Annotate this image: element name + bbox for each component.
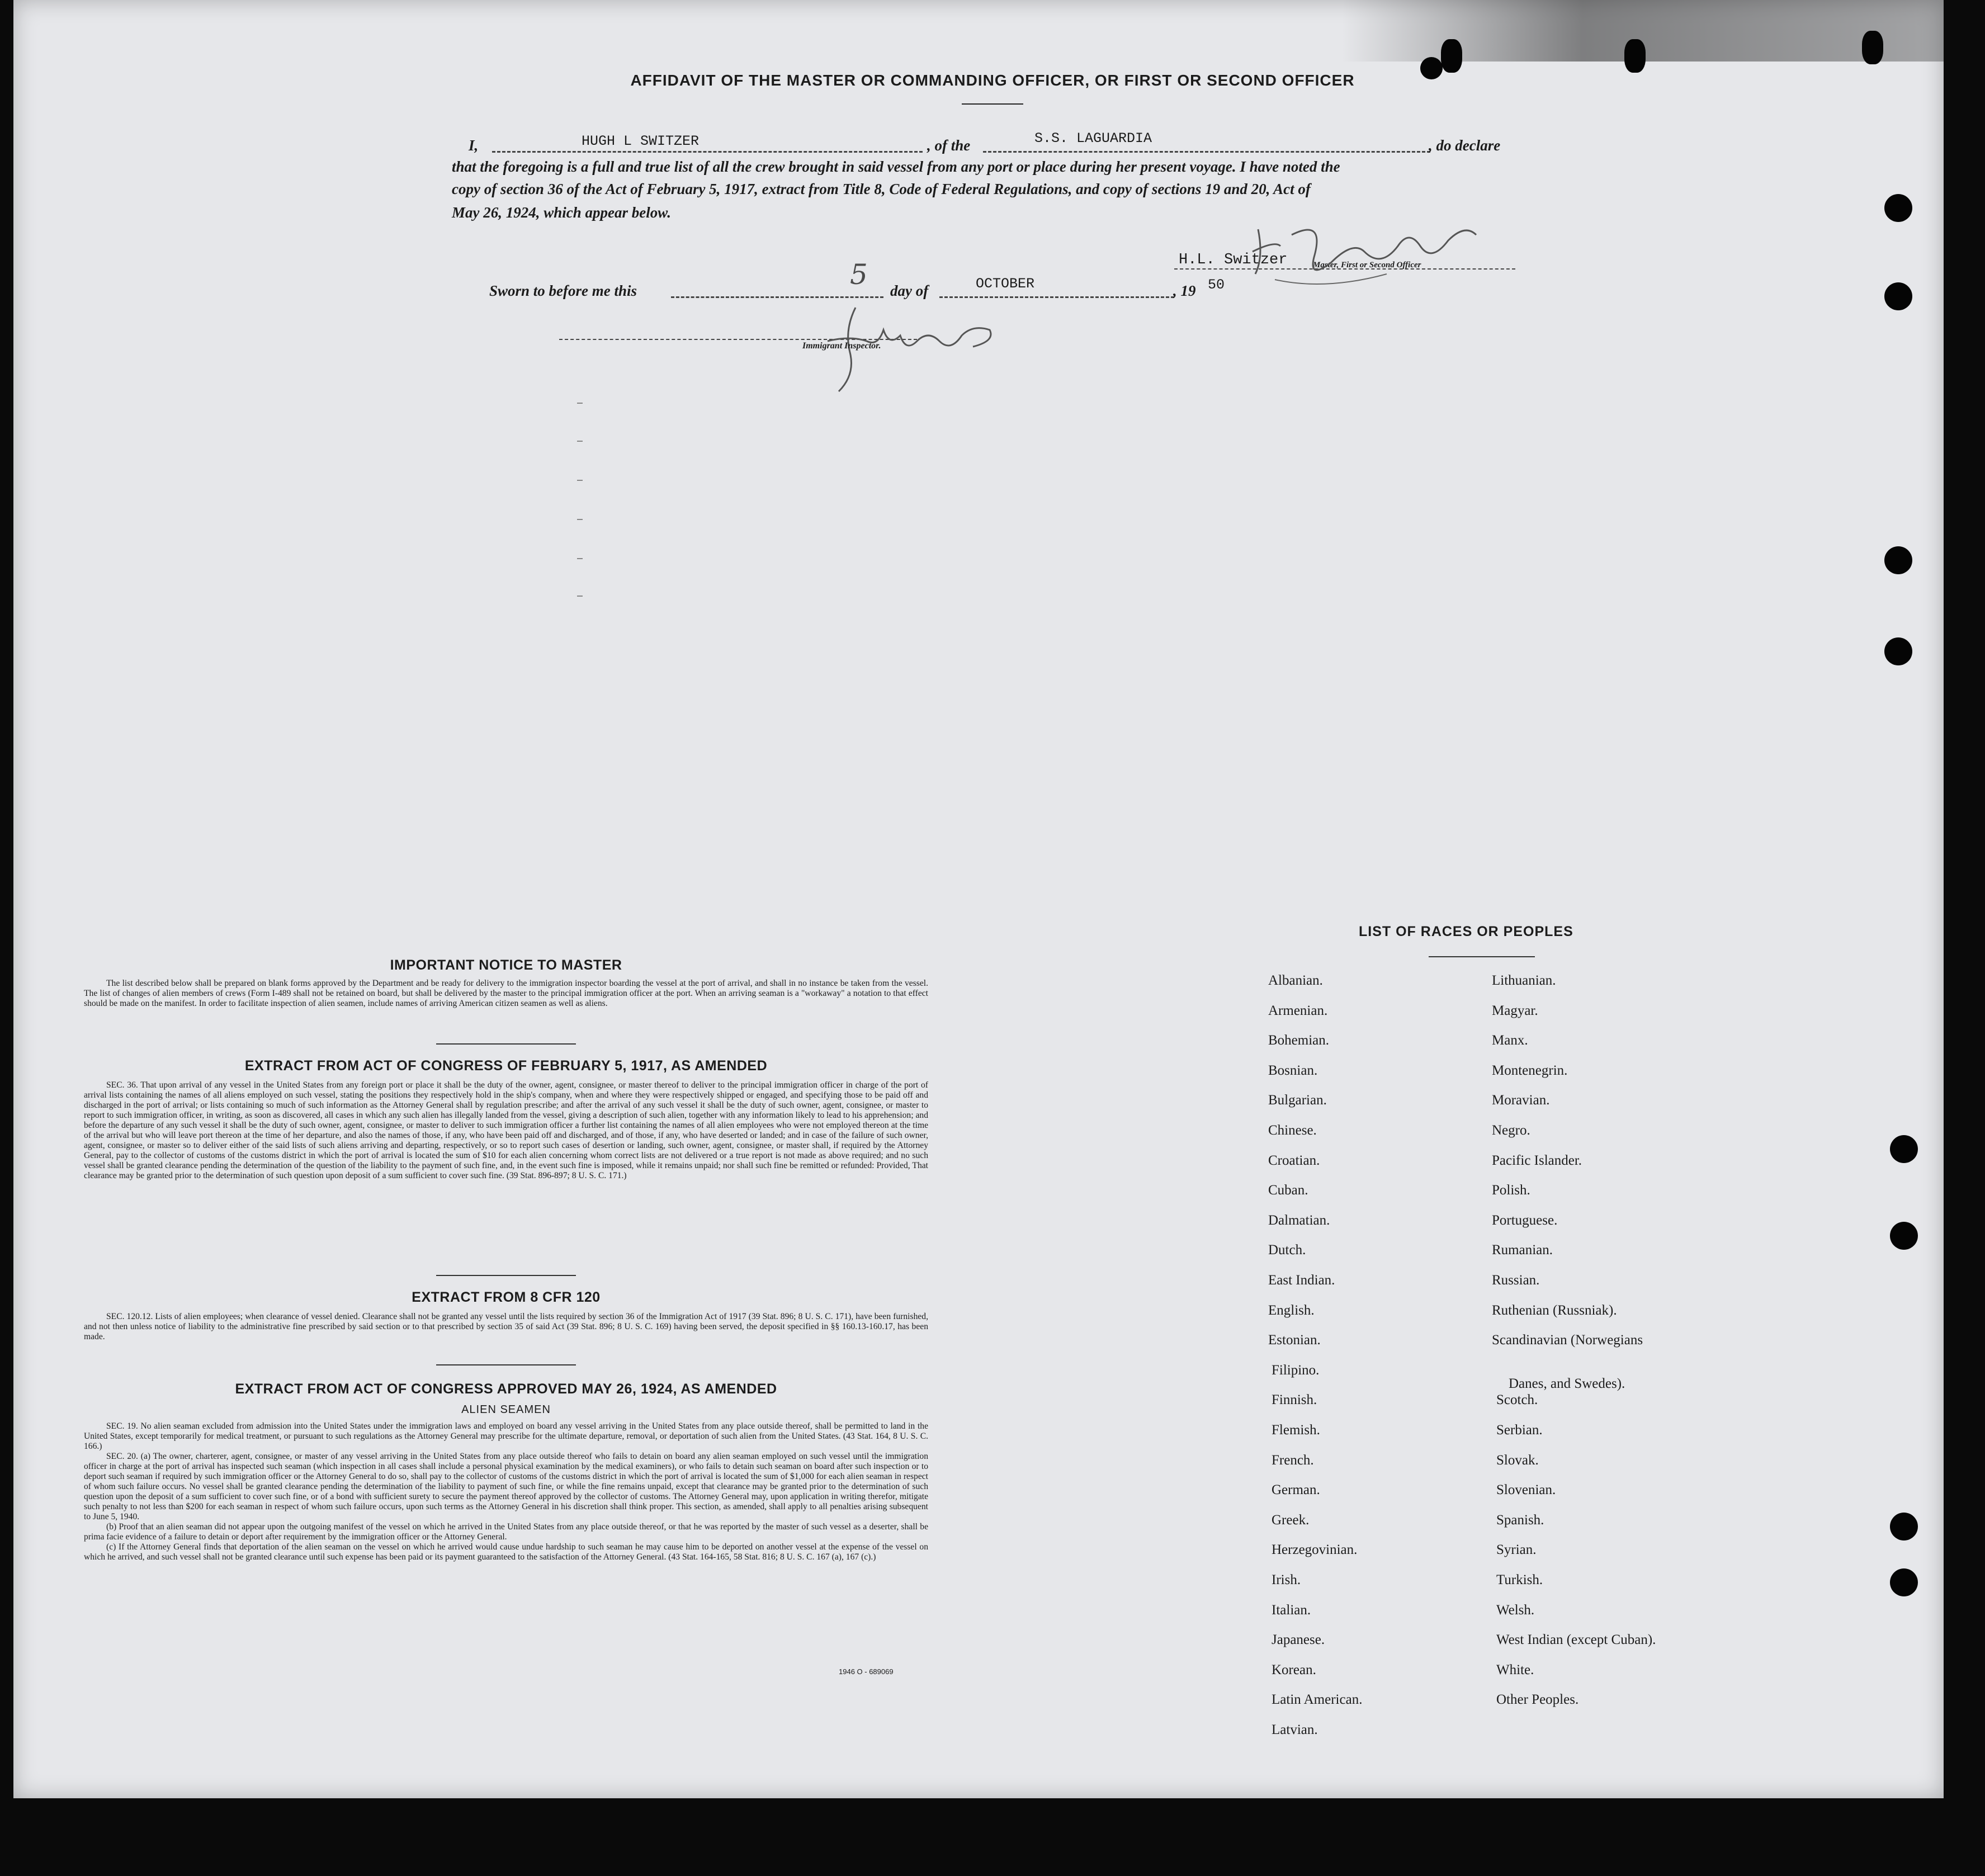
- race-item: Greek.: [1272, 1512, 1310, 1528]
- inspector-label: Immigrant Inspector.: [802, 341, 881, 351]
- race-item: Manx.: [1492, 1033, 1528, 1048]
- extract-cfr-text: SEC. 120.12. Lists of alien employees; when clearance of vessel denied. Clearance shall not be granted any vessel until the lists required by section 36 of the Immigration Act of 1917 (39 Stat. 896; 8 U. S. C. 171), have been furnished, and not then unless notice of liability to the administrative fine prescribed by said section or to that prescribed by section 35 of said Act (39 Stat. 896; 8 U. S. C. 169) having been served, the deposit specified in §§ 160.13-160.17, has been made.: [84, 1312, 928, 1341]
- race-item: Latin American.: [1272, 1692, 1363, 1708]
- race-item: Estonian.: [1268, 1332, 1321, 1348]
- extract-cfr-heading: EXTRACT FROM 8 CFR 120: [412, 1289, 601, 1305]
- race-item: Negro.: [1492, 1123, 1530, 1138]
- race-item: Ruthenian (Russniak).: [1492, 1302, 1617, 1318]
- race-item: Syrian.: [1496, 1542, 1537, 1558]
- margin-tick: [577, 403, 583, 404]
- race-item: Finnish.: [1272, 1392, 1317, 1408]
- race-item: White.: [1496, 1662, 1534, 1677]
- notice-text: The list described below shall be prepared on blank forms approved by the Department and be ready for delivery to the immigration inspector boarding the vessel at the port of arrival, and shall in no instance be taken from the vessel. The list of changes of alien members of crews (Form I-489 shall not be retained on board, but shall be delivered by the master to the principal immigration officer at the port. When an arriving seaman is a "workaway" a notation to that effect should be made on the manifest. In order to facilitate inspection of alien seamen, include names of arriving American citizen seamen as well as aliens.: [84, 979, 928, 1008]
- race-item: Herzegovinian.: [1272, 1542, 1358, 1558]
- binder-hole-icon: [1884, 282, 1912, 310]
- vessel-name-field: S.S. LAGUARDIA: [1034, 130, 1152, 147]
- race-item: English.: [1268, 1302, 1315, 1318]
- race-item: Irish.: [1272, 1572, 1301, 1587]
- margin-tick: [577, 441, 583, 442]
- extract-1917-text: SEC. 36. That upon arrival of any vessel in the United States from any foreign port or place it shall be the duty of the owner, agent, consignee, or master thereof to deliver to the principal immigration officer in charge of the port of arrival lists containing the names of all aliens employed on such vessel, stating the positions they respectively hold in the ship's company, when and where they were respectively shipped or engaged, and specifying those to be paid off and discharged in the port of arrival; or lists containing so much of such information as the Attorney General shall by regulation prescribe; and after the arrival of any such vessel it shall be the duty of such owner, agent, consignee, or master to report to such immigration officer, in writing, as soon as discovered, all cases in which any such alien has illegally landed from the vessel, giving a description of such alien, together with any information likely to lead to his apprehension; and before the departure of any such vessel it shall be the duty of such owner, agent, consignee, or master to deliver to such immigration officer a further list containing the names of all alien employees who were not employed thereon at the time of the arrival but who will leave port thereon at the time of her departure, and also the names of those, if any, who have been paid off and discharged, and of those, if any, who have deserted or landed; and in case of the failure of such owner, agent, consignee, or master so to deliver either of the said lists of such aliens arriving and departing, respectively, or so to report such cases of desertion or landing, such owner, agent, consignee, or master shall, if required by the Attorney General, pay to the collector of customs of the customs district in which the port of arrival is located the sum of $10 for each alien concerning whom correct lists are not delivered or a true report is not made as above required; and no such vessel shall be granted clearance pending the determination of the question of the liability to the payment of such fine, and, in the event such fine is imposed, while it remains unpaid; nor shall such fine be remitted or refunded: Provided, That clearance may be granted prior to the determination of such question upon deposit of a sum sufficient to cover such fine. (39 Stat. 896-897; 8 U. S. C. 171.): [84, 1080, 928, 1180]
- extract-1924-text: SEC. 19. No alien seaman excluded from admission into the United States under the immigration laws and employed on board any vessel arriving in the United States from any place outside thereof, shall be permitted to land in the United States, except temporarily for medical treatment, or pursuant to such regulations as the Attorney General may prescribe for the ultimate departure, removal, or deportation of such alien from the United States. (43 Stat. 164, 8 U. S. C. 166.) SEC. 20. (a) The owner, charterer, agent, consignee, or master of any vessel arriving in the United States from any place outside thereof who fails to detain on board any alien seaman employed on such vessel until the immigration officer in charge at the port of arrival has inspected such seaman (which inspection in all cases shall include a personal physical examination by the medical examiners), or who fails to detain such seaman on board after such inspection or to deport such seaman if required by such immigration officer or the Attorney General to do so, shall pay to the collector of customs of the customs district in which the port of arrival is located the sum of $1,000 for each alien seaman in respect of whom such failure occurs. No vessel shall be granted clearance pending the determination of the liability to payment of such fine, or while the fine remains unpaid, except that clearance may be granted prior to the determination of such question upon the deposit of a sum sufficient to cover such fine, or of a bond with sufficient surety to secure the payment thereof approved by the collector of customs. The Attorney General may, upon application in writing therefor, mitigate such penalty to not less than $200 for each seaman in respect of whom such failure occurs, upon such terms as the Attorney General in his discretion shall think proper. This section, as amended, shall apply to all penalties arising subsequent to June 5, 1940. (b) Proof that an alien seaman did not appear upon the outgoing manifest of the vessel on which he arrived in the United States from any place outside thereof, or that he was reported by the master of such vessel as a deserter, shall be prima facie evidence of a failure to detain or deport after requirement by the immigration officer or the Attorney General. (c) If the Attorney General finds that deportation of the alien seaman on the vessel on which he arrived would cause undue hardship to such seaman he may cause him to be deported on another vessel at the expense of the vessel on which he arrived, and such vessel shall not be granted clearance until such expense has been paid or its payment guaranteed to the satisfaction of the Attorney General. (43 Stat. 164-165, 58 Stat. 816; 8 U. S. C. 167 (a), 167 (c).): [84, 1421, 928, 1562]
- race-item: French.: [1272, 1452, 1314, 1468]
- signature-role-label: Master, First or Second Officer: [1313, 261, 1421, 270]
- race-item: Dutch.: [1268, 1242, 1306, 1258]
- divider: [1429, 956, 1535, 957]
- binder-hole-icon: [1884, 637, 1912, 665]
- month-field: OCTOBER: [976, 276, 1035, 292]
- do-declare-label: , do declare: [1429, 137, 1501, 154]
- typed-signature: H.L. Switzer: [1179, 252, 1288, 268]
- race-item: Korean.: [1272, 1662, 1316, 1677]
- race-item: Bohemian.: [1268, 1033, 1330, 1048]
- vessel-blank-line: [983, 151, 1430, 153]
- notice-heading: IMPORTANT NOTICE TO MASTER: [390, 957, 622, 973]
- day-of-label: day of: [890, 282, 929, 299]
- race-item: Dalmatian.: [1268, 1212, 1330, 1228]
- binder-hole-icon: [1890, 1513, 1918, 1541]
- race-item: Slovak.: [1496, 1452, 1539, 1468]
- margin-tick: [577, 596, 583, 597]
- race-item: Portuguese.: [1492, 1212, 1558, 1228]
- sworn-label: Sworn to before me this: [489, 282, 637, 299]
- master-signature-icon: [1241, 207, 1493, 291]
- binder-hole-icon: [1441, 39, 1462, 73]
- race-item: Slovenian.: [1496, 1482, 1556, 1498]
- affidavit-text-2: copy of section 36 of the Act of February 5, 1917, extract from Title 8, Code of Federal Regulations, and copy of sections 19 and 20, Act of: [452, 181, 1311, 197]
- race-item: Polish.: [1492, 1183, 1530, 1198]
- race-item: West Indian (except Cuban).: [1496, 1632, 1656, 1648]
- divider: [436, 1275, 576, 1276]
- race-item: Filipino.: [1272, 1362, 1320, 1378]
- race-item: East Indian.: [1268, 1273, 1335, 1288]
- race-item: Armenian.: [1268, 1003, 1328, 1018]
- margin-tick: [577, 558, 583, 559]
- race-item: Croatian.: [1268, 1152, 1320, 1168]
- race-item: Moravian.: [1492, 1093, 1550, 1108]
- year-prefix-label: , 19: [1173, 282, 1196, 299]
- race-item: Pacific Islander.: [1492, 1152, 1582, 1168]
- i-label: I,: [469, 137, 479, 154]
- binder-hole-icon: [1884, 546, 1912, 574]
- races-heading: LIST OF RACES OR PEOPLES: [1359, 924, 1573, 939]
- officer-name-field: HUGH L SWITZER: [582, 133, 700, 149]
- race-item: Bosnian.: [1268, 1062, 1318, 1078]
- of-the-label: , of the: [927, 137, 971, 154]
- divider: [962, 103, 1023, 105]
- alien-seamen-subheading: ALIEN SEAMEN: [461, 1404, 551, 1416]
- binder-hole-icon: [1890, 1222, 1918, 1250]
- race-item: Welsh.: [1496, 1602, 1535, 1618]
- name-blank-line: [492, 151, 923, 153]
- race-item: Albanian.: [1268, 973, 1323, 988]
- print-code: 1946 O - 689069: [839, 1667, 894, 1676]
- binder-hole-icon: [1862, 31, 1883, 64]
- race-item: Scandinavian (Norwegians: [1492, 1332, 1643, 1348]
- divider: [436, 1043, 576, 1045]
- affidavit-text-1: that the foregoing is a full and true list of all the crew brought in said vessel from any port or place during her present voyage. I have noted the: [452, 158, 1340, 175]
- race-item: Flemish.: [1272, 1423, 1320, 1438]
- race-item: German.: [1272, 1482, 1320, 1498]
- race-item: Italian.: [1272, 1602, 1311, 1618]
- race-item: Magyar.: [1492, 1003, 1538, 1018]
- race-item: Latvian.: [1272, 1722, 1318, 1737]
- race-item: Bulgarian.: [1268, 1093, 1327, 1108]
- divider: [436, 1364, 576, 1365]
- document-title: AFFIDAVIT OF THE MASTER OR COMMANDING OFFICER, OR FIRST OR SECOND OFFICER: [630, 72, 1355, 89]
- affidavit-text-3: May 26, 1924, which appear below.: [452, 204, 672, 221]
- binder-hole-icon: [1884, 194, 1912, 222]
- race-item: Chinese.: [1268, 1123, 1317, 1138]
- margin-tick: [577, 519, 583, 520]
- race-item: Scotch.: [1496, 1392, 1538, 1408]
- extract-1924-heading: EXTRACT FROM ACT OF CONGRESS APPROVED MAY 26, 1924, AS AMENDED: [235, 1381, 777, 1397]
- binder-hole-icon: [1624, 39, 1646, 73]
- race-item: Danes, and Swedes).: [1509, 1376, 1625, 1391]
- race-item: Montenegrin.: [1492, 1062, 1568, 1078]
- race-item: Rumanian.: [1492, 1242, 1553, 1258]
- binder-hole-icon: [1890, 1568, 1918, 1596]
- race-item: Lithuanian.: [1492, 973, 1556, 988]
- day-field: 5: [850, 258, 868, 291]
- race-item: Serbian.: [1496, 1423, 1543, 1438]
- race-item: Japanese.: [1272, 1632, 1325, 1648]
- race-item: Spanish.: [1496, 1512, 1544, 1528]
- year-field: 50: [1208, 277, 1225, 293]
- extract-1917-heading: EXTRACT FROM ACT OF CONGRESS OF FEBRUARY 5, 1917, AS AMENDED: [244, 1058, 768, 1074]
- race-item: Russian.: [1492, 1273, 1540, 1288]
- race-item: Cuban.: [1268, 1183, 1308, 1198]
- binder-hole-icon: [1890, 1135, 1918, 1163]
- race-item: Turkish.: [1496, 1572, 1543, 1587]
- race-item: Other Peoples.: [1496, 1692, 1579, 1708]
- margin-tick: [577, 480, 583, 481]
